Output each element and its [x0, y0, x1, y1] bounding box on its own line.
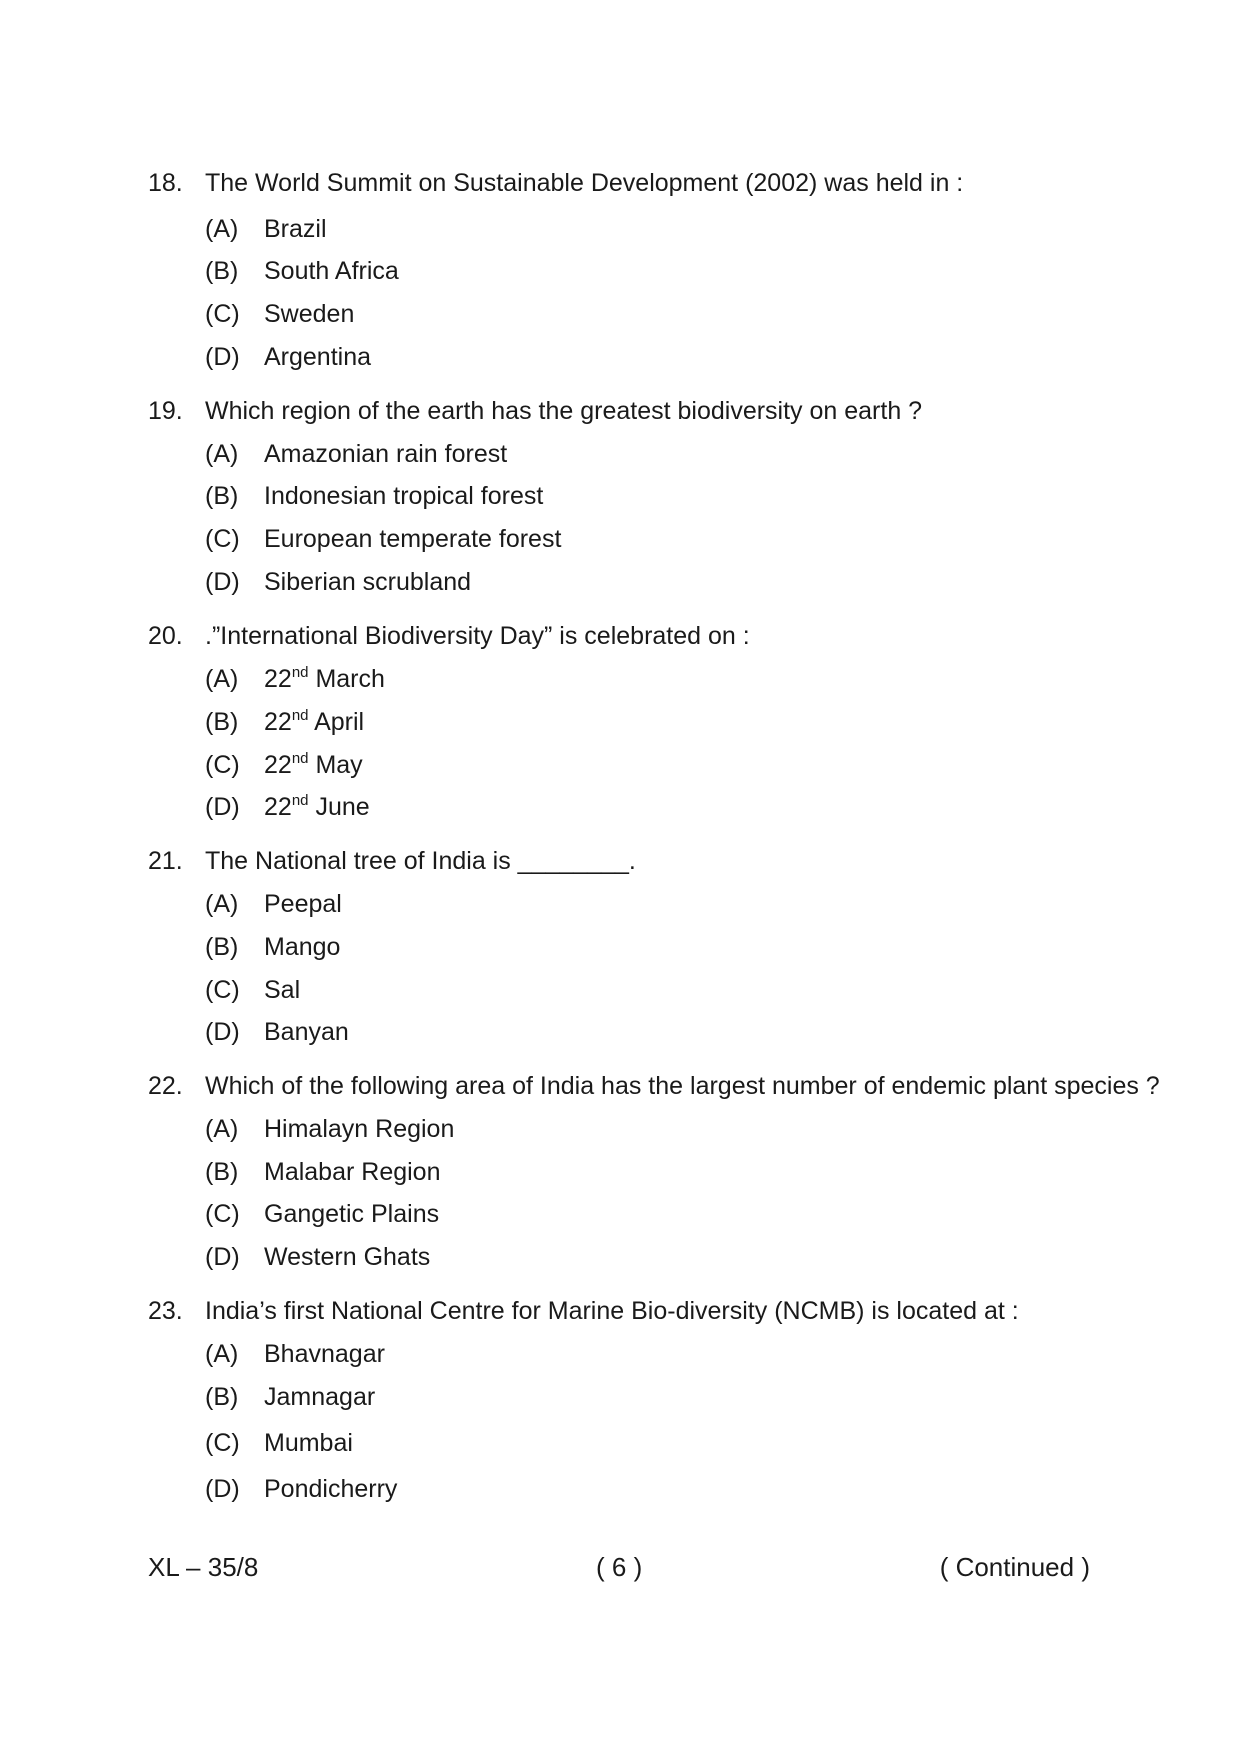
option-label: (B)	[205, 257, 239, 285]
option-date	[264, 750, 363, 780]
option-text: Jamnagar	[264, 1383, 376, 1411]
question-number: 20.	[148, 622, 183, 650]
option-text: Peepal	[264, 890, 342, 918]
question-text: India’s first National Centre for Marine Bio-diversity (NCMB) is located at :	[205, 1297, 1019, 1325]
option-label: (D)	[205, 343, 240, 371]
option-text: South Africa	[264, 257, 399, 285]
option-text: Western Ghats	[264, 1243, 431, 1271]
date-day: 22	[264, 793, 292, 821]
page-number: ( 6 )	[596, 1552, 643, 1582]
option-label: (B)	[205, 708, 239, 736]
question-number: 18.	[148, 169, 183, 197]
question-text: The World Summit on Sustainable Development (2002) was held in :	[205, 169, 964, 197]
option-label: (B)	[205, 1158, 239, 1186]
option-text: Banyan	[264, 1018, 349, 1046]
date-month: May	[308, 751, 363, 779]
option-date	[264, 707, 364, 737]
option-text: Himalayn Region	[264, 1115, 455, 1143]
date-month: April	[308, 708, 365, 736]
date-suffix: nd	[291, 750, 309, 767]
question-number: 22.	[148, 1072, 183, 1100]
date-month: June	[308, 793, 370, 821]
option-label: (A)	[205, 665, 239, 693]
option-text: Sal	[264, 976, 301, 1004]
option-label: (A)	[205, 890, 239, 918]
option-label: (B)	[205, 1383, 239, 1411]
option-text: Bhavnagar	[264, 1340, 385, 1368]
option-text: Mumbai	[264, 1429, 353, 1457]
option-label: (D)	[205, 1475, 240, 1503]
option-text: Siberian scrubland	[264, 568, 472, 596]
option-label: (B)	[205, 933, 239, 961]
question-text: The National tree of India is ________.	[205, 847, 636, 875]
question-number: 23.	[148, 1297, 183, 1325]
date-day: 22	[264, 708, 292, 736]
continued-label: ( Continued )	[939, 1552, 1090, 1582]
option-label: (D)	[205, 1243, 240, 1271]
option-text: Malabar Region	[264, 1158, 441, 1186]
option-date	[264, 664, 385, 694]
option-label: (D)	[205, 793, 240, 821]
question-text: .”International Biodiversity Day” is celebrated on :	[205, 622, 750, 650]
option-text: Brazil	[264, 215, 327, 243]
question-text: Which region of the earth has the greatest biodiversity on earth ?	[205, 397, 923, 425]
option-label: (C)	[205, 976, 240, 1004]
option-text: Pondicherry	[264, 1475, 398, 1503]
paper-code: XL – 35/8	[148, 1552, 259, 1582]
option-date	[264, 792, 370, 822]
option-label: (D)	[205, 568, 240, 596]
option-text: Indonesian tropical forest	[264, 482, 544, 510]
option-label: (A)	[205, 1340, 239, 1368]
date-suffix: nd	[291, 707, 309, 724]
option-label: (C)	[205, 1200, 240, 1228]
option-text: Argentina	[264, 343, 372, 371]
option-label: (A)	[205, 1115, 239, 1143]
question-number: 19.	[148, 397, 183, 425]
date-suffix: nd	[291, 664, 309, 681]
option-text: Amazonian rain forest	[264, 440, 508, 468]
option-label: (C)	[205, 300, 240, 328]
option-text: Mango	[264, 933, 341, 961]
option-label: (A)	[205, 215, 239, 243]
option-label: (D)	[205, 1018, 240, 1046]
date-day: 22	[264, 751, 292, 779]
date-month: March	[308, 665, 385, 693]
option-label: (C)	[205, 1429, 240, 1457]
question-text: Which of the following area of India has the largest number of endemic plant species ?	[205, 1072, 1160, 1100]
option-label: (A)	[205, 440, 239, 468]
date-suffix: nd	[291, 792, 309, 809]
date-day: 22	[264, 665, 292, 693]
option-label: (C)	[205, 525, 240, 553]
option-label: (B)	[205, 482, 239, 510]
option-text: Sweden	[264, 300, 355, 328]
option-text: European temperate forest	[264, 525, 562, 553]
question-number: 21.	[148, 847, 183, 875]
option-label: (C)	[205, 751, 240, 779]
option-text: Gangetic Plains	[264, 1200, 440, 1228]
